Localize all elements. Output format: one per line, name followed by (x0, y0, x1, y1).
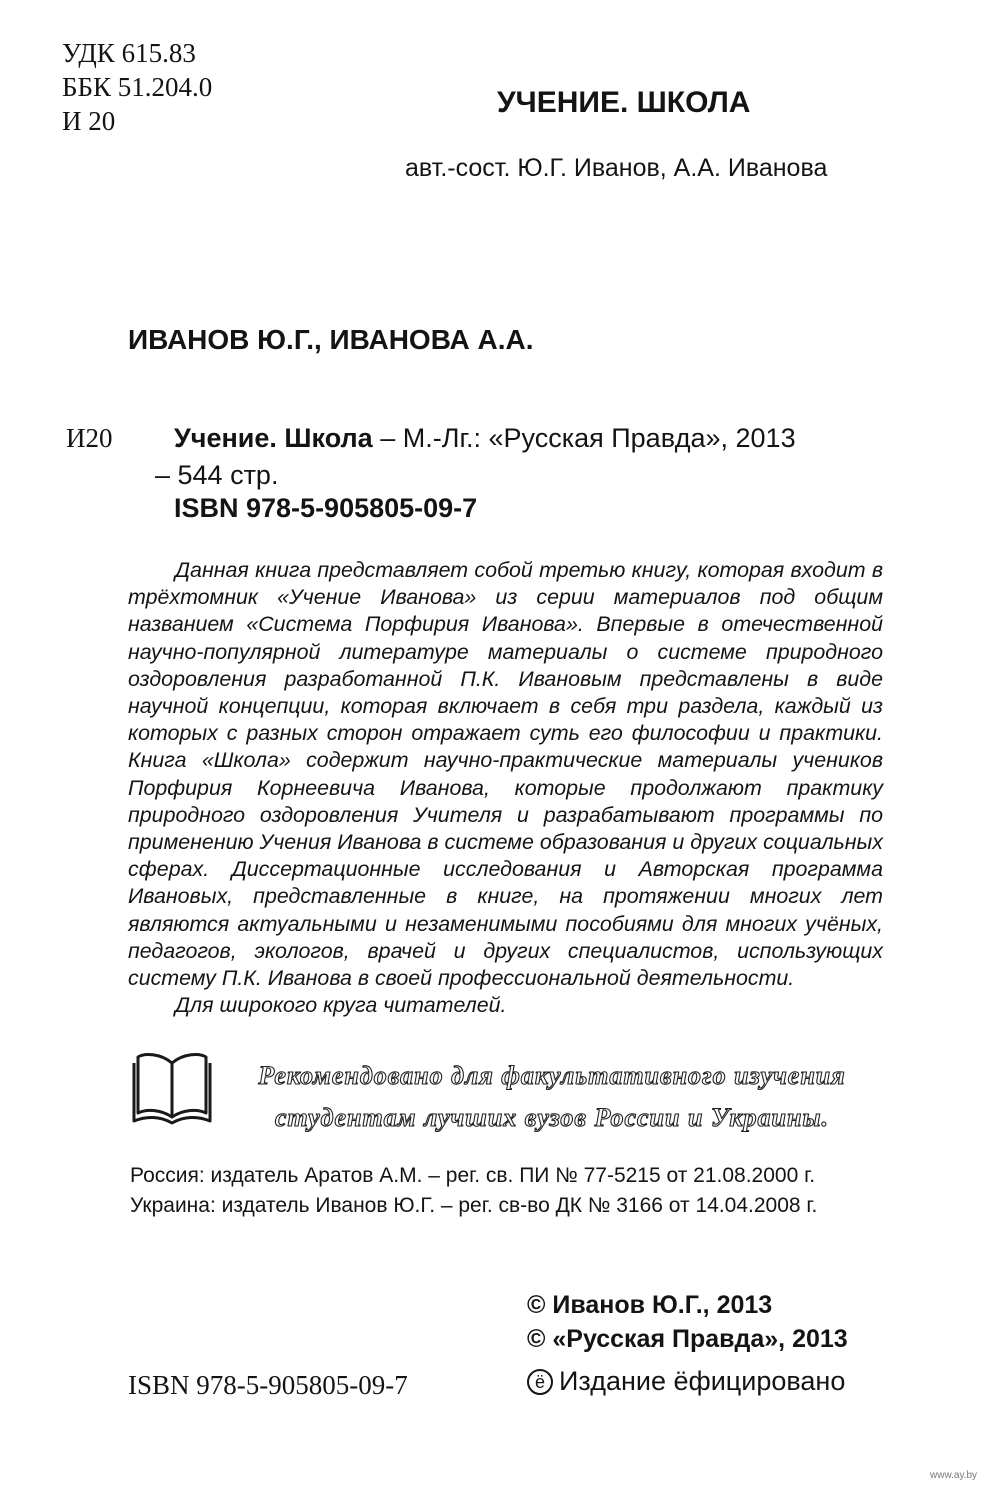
registration-ukraine: Украина: издатель Иванов Ю.Г. – рег. св-во ДК № 3166 от 14.04.2008 г. (130, 1194, 818, 1217)
abstract (128, 557, 883, 1019)
yo-note (527, 1366, 845, 1397)
registration-russia: Россия: издатель Аратов А.М. – рег. св. ПИ № 77-5215 от 21.08.2000 г. (130, 1164, 816, 1187)
copyright-author: © Иванов Ю.Г., 2013 (527, 1291, 773, 1319)
catalog-entry (174, 423, 796, 454)
classification-block (62, 36, 212, 138)
isbn-bottom: ISBN 978-5-905805-09-7 (128, 1370, 408, 1400)
author-mark: И 20 (62, 106, 116, 136)
recommendation (232, 1055, 872, 1139)
catalog-title: Учение. Школа (174, 423, 373, 453)
catalog-imprint: – М.-Лг.: «Русская Правда», 2013 (380, 423, 796, 453)
copyright-block (527, 1288, 848, 1356)
catalog-pages: – 544 стр. (155, 460, 279, 490)
catalog-code: И20 (66, 423, 113, 453)
recommendation-line-1: Рекомендовано для факультативного изучения (258, 1061, 846, 1090)
registration-block (130, 1161, 817, 1221)
udk-code: УДК 615.83 (62, 38, 196, 68)
recommendation-line-2: студентам лучших вузов России и Украины. (275, 1103, 829, 1132)
yo-circle-icon: ё (527, 1369, 553, 1395)
watermark: www.ay.by (930, 1470, 978, 1481)
abstract-audience: Для широкого круга читателей. (175, 993, 507, 1018)
bbk-code: ББК 51.204.0 (62, 72, 213, 102)
open-book-icon (130, 1047, 214, 1127)
authors-heading: ИВАНОВ Ю.Г., ИВАНОВА А.А. (128, 324, 534, 355)
copyright-publisher: © «Русская Правда», 2013 (527, 1325, 848, 1353)
compilers: авт.-сост. Ю.Г. Иванов, А.А. Иванова (405, 154, 828, 182)
abstract-paragraph: Данная книга представляет собой третью книгу, которая входит в трёхтомник «Учение Иванова» из серии материалов под общим названием «Система Порфирия Иванова». Впервые в отечественной научно-популярной литературе материалы о системе природного оздоровления разработанной П.К. Ивановым представлены в виде научной концепции, которая включает в себя три раздела, каждый из которых с разных сторон отражает суть его философии и практики. Книга «Школа» содержит научно-практические материалы учеников Порфирия Корнеевича Иванова, которые продолжают практику природного оздоровления Учителя и разрабатывают программы по применению Учения Иванова в системе образования и других социальных сферах. Диссертационные исследования и Авторская программа Ивановых, представленные в книге, на протяжении многих лет являются актуальными и незаменимыми пособиями для многих учёных, педагогов, экологов, врачей и других специалистов, использующих систему П.К. Иванова в своей профессиональной деятельности. (128, 558, 883, 991)
series-title: УЧЕНИЕ. ШКОЛА (497, 86, 751, 119)
yo-note-text: Издание ёфицировано (559, 1366, 846, 1396)
catalog-isbn: ISBN 978-5-905805-09-7 (174, 493, 478, 523)
